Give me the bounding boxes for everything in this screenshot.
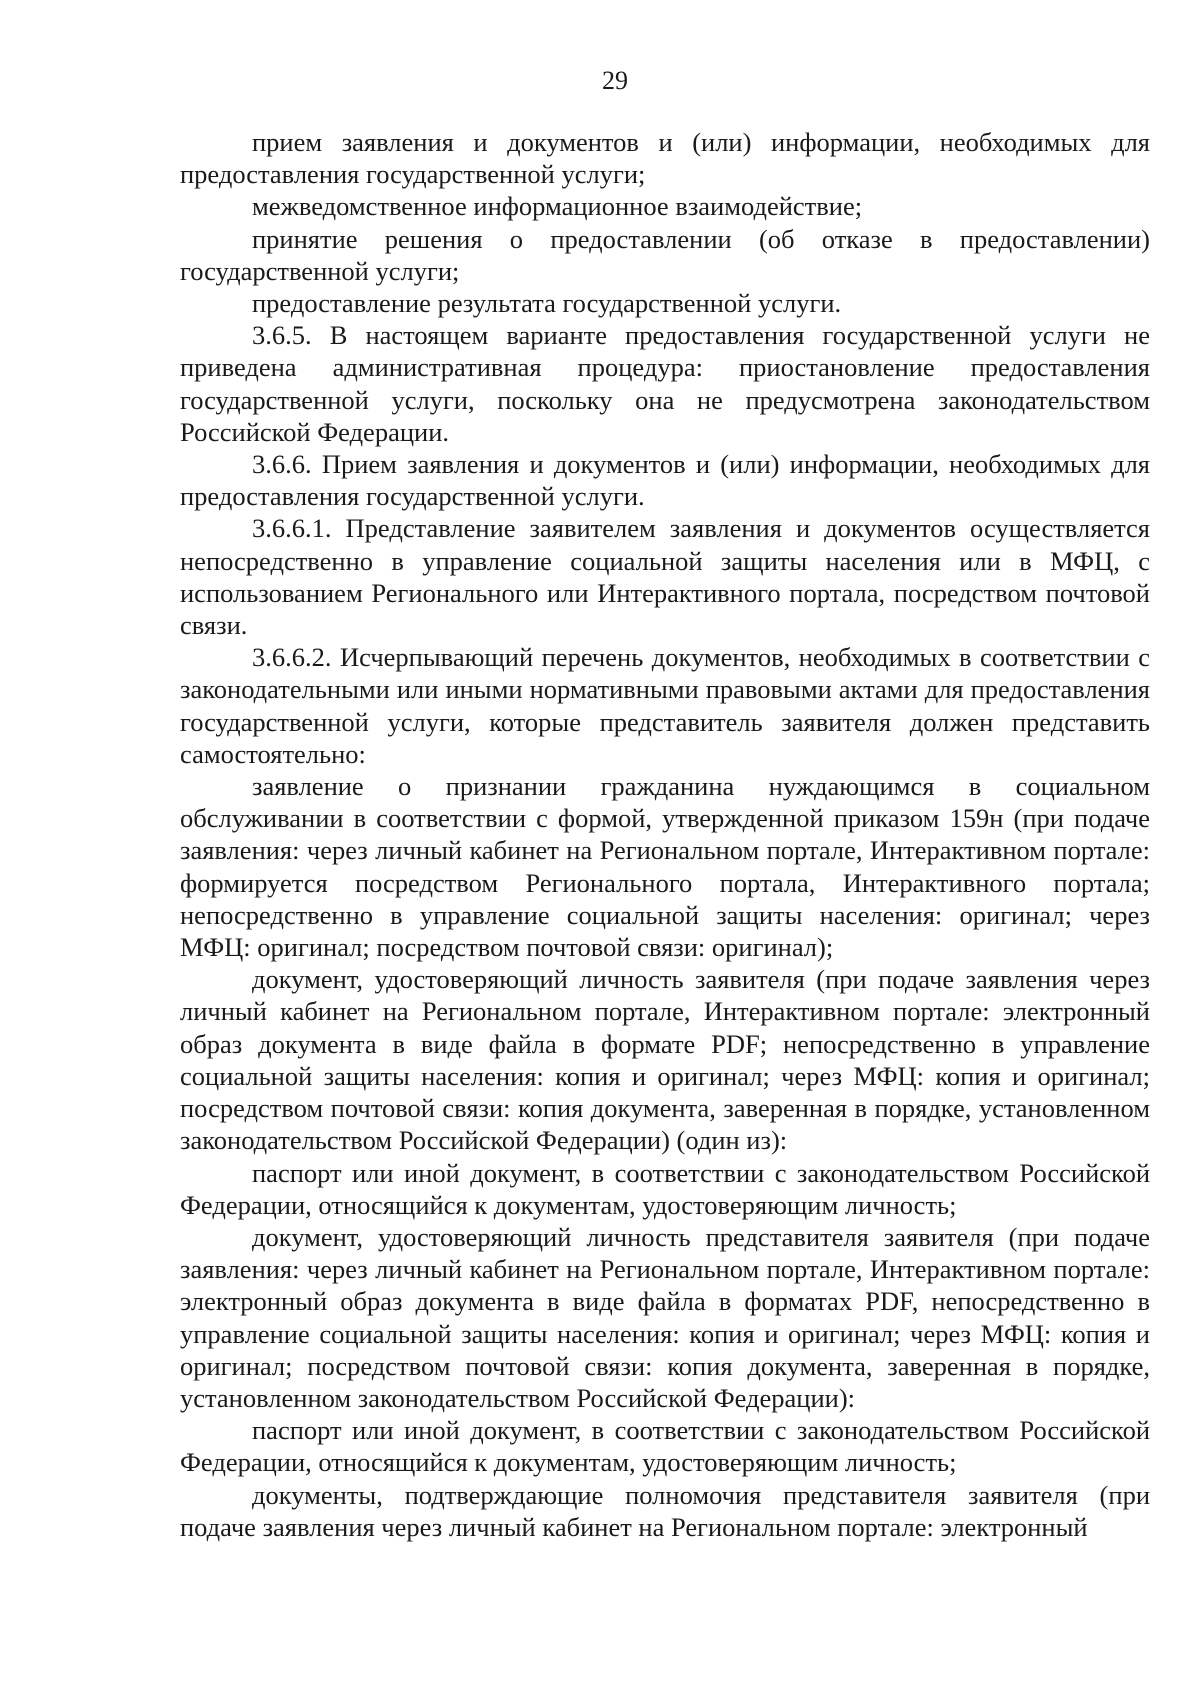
paragraph: паспорт или иной документ, в соответствии с законодательством Российской Федерации, относящийся к документам, удостоверяющим личность; — [180, 1157, 1150, 1220]
paragraph: 3.6.6.2. Исчерпывающий перечень документов, необходимых в соответствии с законодательными или иными нормативными правовыми актами для предоставления государственной услуги, которые представитель заявителя должен представить самостоятельно: — [180, 642, 1150, 769]
paragraph: 3.6.5. В настоящем варианте предоставления государственной услуги не приведена административная процедура: приостановление предоставления государственной услуги, поскольку она не предусмотрена законодательством Российской Федерации. — [180, 320, 1150, 447]
paragraph: предоставление результата государственной услуги. — [252, 288, 842, 319]
paragraph: паспорт или иной документ, в соответствии с законодательством Российской Федерации, относящийся к документам, удостоверяющим личность; — [180, 1415, 1150, 1478]
paragraph: документы, подтверждающие полномочия представителя заявителя (при подаче заявления через личный кабинет на Региональном портале: электронный — [180, 1479, 1150, 1542]
paragraph: заявление о признании гражданина нуждающимся в социальном обслуживании в соответствии с формой, утвержденной приказом 159н (при подаче заявления: через личный кабинет на Региональном портале, Интерактивном портале: формируется посредством Регионального портала, Интерактивного портала; непосредственно в управление социальной защиты населения: оригинал; через МФЦ: оригинал; посредством почтовой связи: оригинал); — [180, 771, 1150, 963]
paragraph: принятие решения о предоставлении (об отказе в предоставлении) государственной услуги; — [180, 223, 1150, 286]
paragraph: 3.6.6. Прием заявления и документов и (или) информации, необходимых для предоставления государственной услуги. — [180, 449, 1150, 512]
paragraph: межведомственное информационное взаимодействие; — [252, 191, 863, 222]
paragraph: прием заявления и документов и (или) информации, необходимых для предоставления государственной услуги; — [180, 127, 1150, 190]
page-number: 29 — [602, 66, 628, 95]
paragraph: документ, удостоверяющий личность заявителя (при подаче заявления через личный кабинет на Региональном портале, Интерактивном портале: электронный образ документа в виде файла в формате PDF; непосредственно в управление социальной защиты населения: копия и оригинал; через МФЦ: копия и оригинал; посредством почтовой связи: копия документа, заверенная в порядке, установленном законодательством Российской Федерации) (один из): — [180, 964, 1150, 1156]
document-body — [180, 126, 1150, 1543]
paragraph: 3.6.6.1. Представление заявителем заявления и документов осуществляется непосредственно в управление социальной защиты населения или в МФЦ, с использованием Регионального или Интерактивного портала, посредством почтовой связи. — [180, 513, 1150, 641]
paragraph: документ, удостоверяющий личность представителя заявителя (при подаче заявления: через личный кабинет на Региональном портале, Интерактивном портале: электронный образ документа в виде файла в форматах PDF, непосредственно в управление социальной защиты населения: копия и оригинал; через МФЦ: копия и оригинал; посредством почтовой связи: копия документа, заверенная в порядке, установленном законодательством Российской Федерации): — [180, 1221, 1150, 1413]
